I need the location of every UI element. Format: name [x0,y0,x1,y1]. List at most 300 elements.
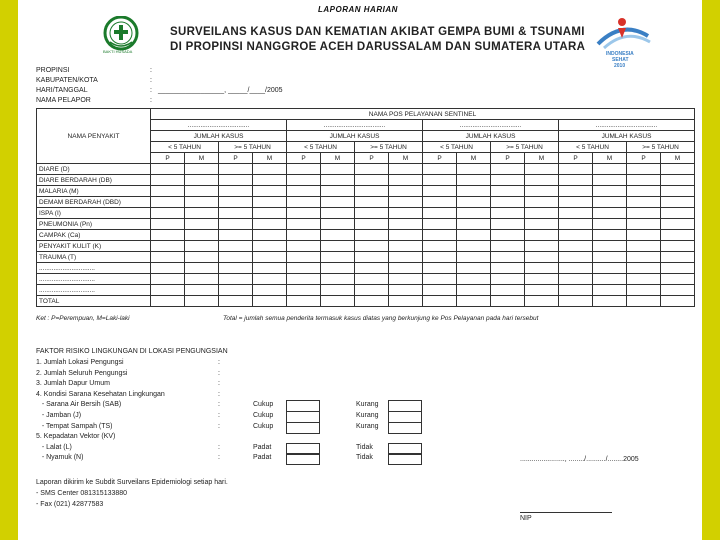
case-count-cell[interactable] [525,164,559,175]
sex-cell: M [185,153,219,164]
case-count-cell[interactable] [185,175,219,186]
case-count-cell[interactable] [287,208,321,219]
case-count-cell[interactable] [151,252,185,263]
right-logo-line3: 2010 [614,63,626,69]
risk-item-label: 4. Kondisi Sarana Kesehatan Lingkungan [36,390,165,398]
case-count-cell[interactable] [355,208,389,219]
case-count-cell[interactable] [423,274,457,285]
risk-item-sep: : [218,454,220,462]
sex-cell: M [457,153,491,164]
case-count-cell[interactable] [627,186,661,197]
case-count-cell[interactable] [593,274,627,285]
note-total: Total = jumlah semua penderita termasuk kasus diatas yang berkunjung ke Pos Pelayanan pada hari tersebut [223,315,539,322]
case-count-cell[interactable] [185,263,219,274]
disease-label: ............................... [37,263,151,274]
disease-label: DIARE (D) [37,164,151,175]
sex-cell: P [287,153,321,164]
age-ge5-4: >= 5 TAHUN [627,142,695,153]
age-ge5-1: >= 5 TAHUN [219,142,287,153]
case-count-cell[interactable] [287,263,321,274]
case-count-cell[interactable] [151,263,185,274]
case-count-cell[interactable] [389,219,423,230]
footer-line2: - SMS Center 081315133880 [36,490,128,497]
case-count-cell[interactable] [219,208,253,219]
case-count-cell[interactable] [253,241,287,252]
case-count-cell[interactable] [593,186,627,197]
case-count-cell[interactable] [491,208,525,219]
footer-line3: - Fax (021) 42877583 [36,501,104,508]
risk-option-b: Kurang [356,401,379,409]
left-logo-caption: BAKTI HUSADA [103,49,133,54]
case-count-cell[interactable] [423,296,457,307]
table-row [37,175,695,186]
case-count-cell[interactable] [219,219,253,230]
case-count-cell[interactable] [559,263,593,274]
risk-checkbox-b[interactable] [388,453,422,465]
case-count-cell[interactable] [151,296,185,307]
field-pelapor-label: NAMA PELAPOR [36,97,91,104]
case-count-cell[interactable] [151,186,185,197]
case-count-cell[interactable] [253,219,287,230]
right-logo-line1: INDONESIA [606,51,634,57]
risk-item-label: 1. Jumlah Lokasi Pengungsi [36,359,124,366]
case-count-cell[interactable] [389,263,423,274]
case-count-cell[interactable] [593,219,627,230]
case-count-cell[interactable] [559,186,593,197]
case-count-cell[interactable] [253,197,287,208]
case-count-cell[interactable] [219,197,253,208]
case-count-cell[interactable] [457,241,491,252]
case-count-cell[interactable] [185,285,219,296]
case-count-cell[interactable] [457,208,491,219]
field-tanggal-label: HARI/TANGGAL [36,87,88,94]
case-count-cell[interactable] [661,296,695,307]
case-count-cell[interactable] [593,230,627,241]
case-count-cell[interactable] [389,175,423,186]
case-count-cell[interactable] [185,296,219,307]
case-count-cell[interactable] [287,197,321,208]
table-row [37,263,695,274]
case-count-cell[interactable] [389,164,423,175]
case-count-cell[interactable] [219,241,253,252]
case-count-cell[interactable] [457,252,491,263]
case-count-cell[interactable] [559,175,593,186]
case-count-cell[interactable] [423,197,457,208]
case-count-cell[interactable] [593,252,627,263]
case-count-cell[interactable] [661,285,695,296]
pos-header: NAMA POS PELAYANAN SENTINEL [151,109,695,120]
case-count-cell[interactable] [321,274,355,285]
risk-option-a: Padat [253,443,272,451]
indonesia-sehat-emblem-icon [592,14,654,54]
field-propinsi-label: PROPINSI [36,67,70,74]
case-count-cell[interactable] [525,285,559,296]
case-count-cell[interactable] [151,197,185,208]
risk-option-b: Kurang [356,412,379,419]
case-count-cell[interactable] [389,296,423,307]
risk-option-a: Cukup [253,401,274,409]
risk-item-label: - Nyamuk (N) [36,454,84,462]
case-count-cell[interactable] [355,230,389,241]
case-count-cell[interactable] [627,296,661,307]
case-count-cell[interactable] [151,230,185,241]
case-count-cell[interactable] [287,186,321,197]
case-count-cell[interactable] [389,208,423,219]
table-row [37,197,695,208]
case-count-cell[interactable] [389,197,423,208]
group-label-1: JUMLAH KASUS [151,131,287,142]
case-count-cell[interactable] [593,175,627,186]
case-count-cell[interactable] [219,296,253,307]
case-count-cell[interactable] [559,252,593,263]
case-count-cell[interactable] [219,186,253,197]
case-count-cell[interactable] [627,197,661,208]
case-count-cell[interactable] [287,274,321,285]
disease-label: PNEUMONIA (Pn) [37,219,151,230]
case-count-cell[interactable] [525,296,559,307]
case-count-cell[interactable] [389,230,423,241]
case-count-cell[interactable] [457,263,491,274]
report-label: LAPORAN HARIAN [318,5,398,14]
case-count-cell[interactable] [593,197,627,208]
case-count-cell[interactable] [355,197,389,208]
disease-label: CAMPAK (Ca) [37,230,151,241]
sex-cell: M [389,153,423,164]
signature-place-date[interactable]: ......................., ......../........../........2005 [520,456,639,463]
case-count-cell[interactable] [491,263,525,274]
case-count-cell[interactable] [457,230,491,241]
case-count-cell[interactable] [457,219,491,230]
risk-item-sep: : [218,359,220,366]
case-count-cell[interactable] [355,164,389,175]
case-count-cell[interactable] [355,274,389,285]
case-count-cell[interactable] [457,274,491,285]
group-label-4: JUMLAH KASUS [559,131,695,142]
case-count-cell[interactable] [627,219,661,230]
case-count-cell[interactable] [151,274,185,285]
report-page [18,0,702,540]
case-count-cell[interactable] [219,263,253,274]
case-count-cell[interactable] [219,252,253,263]
case-count-cell[interactable] [185,274,219,285]
disease-label: ............................... [37,285,151,296]
case-count-cell[interactable] [321,263,355,274]
case-count-cell[interactable] [219,175,253,186]
case-count-cell[interactable] [627,164,661,175]
case-count-cell[interactable] [423,285,457,296]
group-label-3: JUMLAH KASUS [423,131,559,142]
case-count-cell[interactable] [525,241,559,252]
case-count-cell[interactable] [287,219,321,230]
case-count-cell[interactable] [321,252,355,263]
risk-checkbox-a[interactable] [286,453,320,465]
case-count-cell[interactable] [627,263,661,274]
case-count-cell[interactable] [525,219,559,230]
case-count-cell[interactable] [185,252,219,263]
case-count-cell[interactable] [559,274,593,285]
case-count-cell[interactable] [423,219,457,230]
case-count-cell[interactable] [525,230,559,241]
age-ge5-3: >= 5 TAHUN [491,142,559,153]
table-body [37,164,695,307]
case-count-cell[interactable] [491,230,525,241]
case-count-cell[interactable] [593,296,627,307]
case-count-cell[interactable] [661,241,695,252]
case-count-cell[interactable] [389,274,423,285]
case-count-cell[interactable] [151,219,185,230]
case-count-cell[interactable] [253,208,287,219]
case-count-cell[interactable] [321,164,355,175]
group-dots-1[interactable]: .................................. [151,120,287,131]
case-count-cell[interactable] [423,241,457,252]
case-count-cell[interactable] [525,274,559,285]
sex-cell: M [321,153,355,164]
case-count-cell[interactable] [253,186,287,197]
case-count-cell[interactable] [661,186,695,197]
case-count-cell[interactable] [287,296,321,307]
sex-cell: P [355,153,389,164]
case-table [36,108,695,307]
table-row [37,274,695,285]
risk-option-a: Padat [253,454,272,462]
case-count-cell[interactable] [559,208,593,219]
case-count-cell[interactable] [491,241,525,252]
case-count-cell[interactable] [185,219,219,230]
case-count-cell[interactable] [219,274,253,285]
table-row [37,186,695,197]
case-count-cell[interactable] [355,186,389,197]
case-count-cell[interactable] [627,230,661,241]
case-count-cell[interactable] [321,241,355,252]
case-count-cell[interactable] [457,175,491,186]
case-count-cell[interactable] [525,197,559,208]
case-count-cell[interactable] [491,285,525,296]
case-count-cell[interactable] [593,263,627,274]
case-count-cell[interactable] [423,252,457,263]
risk-checkbox-b[interactable] [388,422,422,434]
age-ge5-2: >= 5 TAHUN [355,142,423,153]
case-count-cell[interactable] [287,175,321,186]
case-count-cell[interactable] [491,164,525,175]
case-count-cell[interactable] [559,285,593,296]
case-count-cell[interactable] [491,175,525,186]
case-count-cell[interactable] [525,208,559,219]
case-count-cell[interactable] [151,175,185,186]
case-count-cell[interactable] [423,186,457,197]
case-count-cell[interactable] [627,175,661,186]
case-count-cell[interactable] [389,252,423,263]
case-count-cell[interactable] [423,263,457,274]
case-count-cell[interactable] [151,241,185,252]
disease-label: DEMAM BERDARAH (DBD) [37,197,151,208]
case-count-cell[interactable] [491,296,525,307]
risk-checkbox-a[interactable] [286,422,320,434]
case-count-cell[interactable] [457,285,491,296]
case-count-cell[interactable] [253,274,287,285]
case-count-cell[interactable] [491,274,525,285]
case-count-cell[interactable] [287,252,321,263]
case-count-cell[interactable] [525,263,559,274]
case-count-cell[interactable] [321,230,355,241]
case-count-cell[interactable] [151,285,185,296]
disease-label: TOTAL [37,296,151,307]
case-count-cell[interactable] [185,208,219,219]
case-count-cell[interactable] [185,241,219,252]
signature-nip: NIP [520,515,532,522]
case-count-cell[interactable] [253,230,287,241]
risk-item-label: 2. Jumlah Seluruh Pengungsi [36,369,128,377]
case-count-cell[interactable] [559,241,593,252]
case-count-cell[interactable] [219,230,253,241]
case-count-cell[interactable] [355,219,389,230]
note-legend: Ket : P=Perempuan, M=Laki-laki [36,315,130,322]
case-count-cell[interactable] [457,186,491,197]
risk-item-label: - Jamban (J) [36,412,82,419]
case-count-cell[interactable] [661,274,695,285]
case-count-cell[interactable] [525,175,559,186]
case-count-cell[interactable] [355,241,389,252]
case-count-cell[interactable] [491,197,525,208]
case-count-cell[interactable] [219,164,253,175]
case-count-cell[interactable] [185,230,219,241]
case-count-cell[interactable] [389,186,423,197]
case-count-cell[interactable] [593,164,627,175]
case-count-cell[interactable] [355,252,389,263]
field-kabupaten-sep: : [150,77,152,84]
risk-item-sep: : [218,443,220,451]
table-row [37,285,695,296]
case-count-cell[interactable] [185,186,219,197]
case-count-cell[interactable] [661,175,695,186]
case-count-cell[interactable] [423,230,457,241]
field-kabupaten-label: KABUPATEN/KOTA [36,77,98,84]
case-count-cell[interactable] [287,241,321,252]
group-dots-4[interactable]: .................................. [559,120,695,131]
sex-cell: P [423,153,457,164]
case-count-cell[interactable] [559,219,593,230]
case-count-cell[interactable] [491,252,525,263]
case-count-cell[interactable] [525,186,559,197]
case-count-cell[interactable] [355,263,389,274]
case-count-cell[interactable] [627,285,661,296]
risk-item-label: - Sarana Air Bersih (SAB) [36,401,122,409]
case-count-cell[interactable] [253,164,287,175]
disease-header: NAMA PENYAKIT [37,109,151,164]
risk-item-sep: : [218,390,220,398]
sex-cell: M [525,153,559,164]
case-count-cell[interactable] [423,208,457,219]
sex-cell: P [627,153,661,164]
case-count-cell[interactable] [151,164,185,175]
case-count-cell[interactable] [457,197,491,208]
case-count-cell[interactable] [185,164,219,175]
case-count-cell[interactable] [355,285,389,296]
case-count-cell[interactable] [321,296,355,307]
case-count-cell[interactable] [491,186,525,197]
risk-item-label: - Tempat Sampah (TS) [36,422,113,430]
risk-option-a: Cukup [253,412,274,419]
case-count-cell[interactable] [151,208,185,219]
case-count-cell[interactable] [661,197,695,208]
case-count-cell[interactable] [559,197,593,208]
risk-option-a: Cukup [253,422,274,430]
case-count-cell[interactable] [423,164,457,175]
case-count-cell[interactable] [321,175,355,186]
age-lt5-4: < 5 TAHUN [559,142,627,153]
case-count-cell[interactable] [287,164,321,175]
risk-option-b: Tidak [356,454,373,462]
risk-item-label: - Lalat (L) [36,443,72,451]
case-count-cell[interactable] [457,296,491,307]
case-count-cell[interactable] [321,208,355,219]
case-count-cell[interactable] [253,263,287,274]
group-dots-3[interactable]: .................................. [423,120,559,131]
case-count-cell[interactable] [661,219,695,230]
sex-cell: M [253,153,287,164]
case-count-cell[interactable] [491,219,525,230]
case-count-cell[interactable] [457,164,491,175]
case-count-cell[interactable] [627,252,661,263]
field-propinsi-sep: : [150,67,152,74]
case-count-cell[interactable] [559,296,593,307]
group-dots-2[interactable]: .................................. [287,120,423,131]
age-lt5-3: < 5 TAHUN [423,142,491,153]
page-title-line1: SURVEILANS KASUS DAN KEMATIAN AKIBAT GEMPA BUMI & TSUNAMI [170,26,585,38]
case-count-cell[interactable] [287,285,321,296]
case-count-cell[interactable] [253,252,287,263]
case-count-cell[interactable] [627,241,661,252]
risk-item-sep: : [218,401,220,409]
case-count-cell[interactable] [253,175,287,186]
table-row [37,164,695,175]
case-count-cell[interactable] [593,208,627,219]
sex-cell: P [491,153,525,164]
case-count-cell[interactable] [287,230,321,241]
case-count-cell[interactable] [253,285,287,296]
case-count-cell[interactable] [661,208,695,219]
case-count-cell[interactable] [627,208,661,219]
age-lt5-1: < 5 TAHUN [151,142,219,153]
case-count-cell[interactable] [661,164,695,175]
case-count-cell[interactable] [593,285,627,296]
case-count-cell[interactable] [627,274,661,285]
case-count-cell[interactable] [219,285,253,296]
case-count-cell[interactable] [661,252,695,263]
case-count-cell[interactable] [253,296,287,307]
disease-label: ............................... [37,274,151,285]
case-count-cell[interactable] [185,197,219,208]
case-count-cell[interactable] [423,175,457,186]
case-count-cell[interactable] [559,164,593,175]
case-count-cell[interactable] [321,285,355,296]
case-count-cell[interactable] [661,230,695,241]
case-count-cell[interactable] [321,219,355,230]
case-count-cell[interactable] [355,175,389,186]
case-count-cell[interactable] [321,197,355,208]
signature-line [520,512,612,513]
case-count-cell[interactable] [389,285,423,296]
risk-item-sep: : [218,369,220,377]
risk-item-sep: : [218,412,220,419]
case-count-cell[interactable] [593,241,627,252]
case-count-cell[interactable] [389,241,423,252]
case-count-cell[interactable] [661,263,695,274]
case-count-cell[interactable] [525,252,559,263]
case-count-cell[interactable] [355,296,389,307]
case-count-cell[interactable] [559,230,593,241]
field-tanggal-value[interactable]: _________________, _____/____/2005 [158,87,283,94]
case-count-cell[interactable] [321,186,355,197]
